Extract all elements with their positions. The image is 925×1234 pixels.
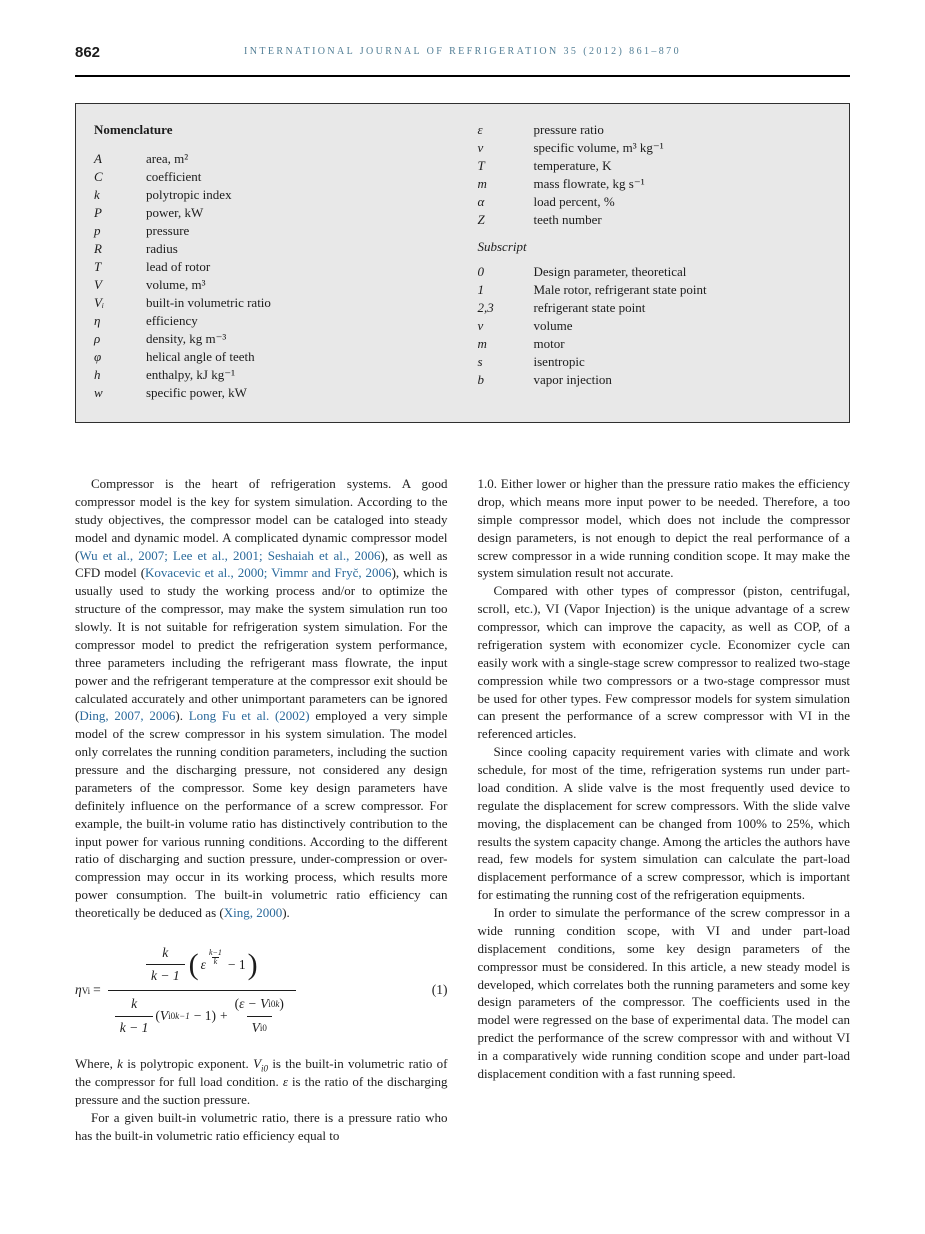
text-segment: i0 xyxy=(261,1063,269,1074)
text-segment: is polytropic exponent. xyxy=(122,1056,254,1072)
equation-1 xyxy=(75,940,448,1041)
nom-definition: radius xyxy=(146,241,178,256)
nomenclature-left-column xyxy=(94,121,448,402)
nom-symbol: φ xyxy=(94,349,102,364)
nom-definition: Male rotor, refrigerant state point xyxy=(533,282,707,297)
paragraph xyxy=(75,475,448,922)
nomenclature-entry xyxy=(478,121,832,139)
citation-link[interactable]: Ding, 2007, 2006 xyxy=(79,708,176,724)
paragraph xyxy=(478,743,851,904)
paragraph xyxy=(478,904,851,1083)
nom-definition: temperature, K xyxy=(533,158,612,173)
paragraph xyxy=(478,475,851,582)
paragraph xyxy=(478,582,851,743)
nom-definition: load percent, % xyxy=(533,194,615,209)
text-segment: For a given built-in volumetric ratio, there is a pressure ratio who has the built-in volumetric ratio efficiency equal to xyxy=(75,1109,448,1143)
nomenclature-entry xyxy=(478,281,832,299)
article-body xyxy=(75,475,850,1145)
text-segment: 1.0. Either lower or higher than the pressure ratio makes the efficiency drop, which means more input power to be needed. Therefore, a too simple compressor model, which does not include the compressor design parameters, is not enough to depict the real performance of a screw compressor in a wide running condition scope. It may make the system simulation result not accurate. xyxy=(477,476,850,581)
text-segment: ε xyxy=(282,1074,288,1089)
nom-symbol: 2,3 xyxy=(477,300,494,315)
text-segment: ). xyxy=(282,905,290,920)
text-segment: is the ratio of the discharging pressure and the suction pressure. xyxy=(75,1074,448,1107)
nom-symbol: α xyxy=(477,194,485,209)
nom-symbol: m xyxy=(477,176,487,191)
text-segment: Since cooling capacity requirement varies with climate and work schedule, for most of the time, refrigeration systems run under part-load condition. A slide valve is the most frequently used device to regulate the displacement for screw compressors. With the slide valve moving, the displacement can be changed from 100% to 25%, which results the system capacity change. Among the articles the authors have read, few models for system simulation can calculate the part-load displacement performance of a screw compressor, which is important for estimating the running cost of the refrigeration equipments. xyxy=(477,744,850,903)
text-segment: V xyxy=(253,1056,262,1072)
nomenclature-entry xyxy=(478,211,832,229)
nom-symbol: η xyxy=(94,313,101,328)
nom-definition: pressure xyxy=(146,223,190,238)
text-segment: is the built-in volumetric ratio of the compressor for full load condition. xyxy=(75,1056,448,1089)
journal-title: INTERNATIONAL JOURNAL OF REFRIGERATION 35 (2012) 861–870 xyxy=(244,46,681,57)
nom-symbol: R xyxy=(94,241,102,256)
nomenclature-entry xyxy=(478,317,832,335)
nom-symbol: k xyxy=(94,187,100,202)
nom-definition: volume xyxy=(533,318,573,333)
nomenclature-entry xyxy=(94,348,448,366)
nomenclature-entry xyxy=(478,157,832,175)
page-number: 862 xyxy=(75,44,101,61)
nom-symbol: p xyxy=(94,223,101,238)
nom-definition: specific volume, m³ kg⁻¹ xyxy=(533,140,664,155)
nomenclature-entry xyxy=(94,186,448,204)
text-segment: Compressor is the heart of refrigeration systems. A good compressor model is the key for system simulation. According to the study objectives, the compressor model can be cataloged into steady model and dynamic model. A complicated dynamic compressor model ( xyxy=(75,476,448,563)
nom-definition: polytropic index xyxy=(146,187,232,202)
nomenclature-entry xyxy=(94,294,448,312)
nomenclature-entry xyxy=(478,353,832,371)
equation-main-fraction: $\frac{k}{k - 1}$ ( ε $\frac{k-1}{k}$ − 1 ) $\frac{k}{k - 1}$ ( V i0 k−1 − 1 ) + ( ε − V i0 k ) V i0 xyxy=(108,940,296,1041)
nom-symbol: v xyxy=(477,318,484,333)
nomenclature-entry xyxy=(94,168,448,186)
nom-symbol: Vᵢ xyxy=(94,295,104,310)
nom-definition: power, kW xyxy=(146,205,204,220)
nom-definition: enthalpy, kJ kg⁻¹ xyxy=(146,367,235,382)
nomenclature-entry xyxy=(94,276,448,294)
nomenclature-title: Nomenclature xyxy=(94,122,173,137)
nomenclature-entry xyxy=(94,384,448,402)
nomenclature-right-column xyxy=(478,121,832,402)
subscript-heading: Subscript xyxy=(477,239,527,254)
nom-symbol: w xyxy=(94,385,103,400)
nom-symbol: T xyxy=(477,158,485,173)
nom-definition: mass flowrate, kg s⁻¹ xyxy=(533,176,645,191)
nomenclature-entry xyxy=(94,204,448,222)
nom-definition: refrigerant state point xyxy=(533,300,646,315)
nomenclature-entry xyxy=(94,150,448,168)
nom-symbol: ρ xyxy=(94,331,101,346)
nom-symbol: Z xyxy=(477,212,485,227)
text-segment: ), which is usually used to study the working process and/or to optimize the structure of the compressor, may make the system simulation run too slowly. It is not suitable for refrigeration system simulation. For the compressor model to predict the refrigeration system performance, three parameters including the refrigerant mass flowrate, the input power and the refrigerant temperature at the compressor exit should be calculated accurately and other unimportant parameters can be ignored ( xyxy=(75,565,448,724)
text-segment: ). xyxy=(175,708,189,724)
nom-symbol: s xyxy=(477,354,483,369)
text-segment: ), as well as CFD model ( xyxy=(75,547,448,581)
nom-definition: built-in volumetric ratio xyxy=(146,295,271,310)
paragraph xyxy=(75,1109,448,1145)
nom-definition: volume, m³ xyxy=(146,277,206,292)
nomenclature-entry xyxy=(478,175,832,193)
nom-symbol: m xyxy=(477,336,487,351)
nom-symbol: 1 xyxy=(477,282,484,297)
citation-link[interactable]: Kovacevic et al., 2000; Vimmr and Fryč, 2006 xyxy=(145,565,392,581)
text-segment: In order to simulate the performance of the screw compressor in a wide running condition scope, with VI and under part-load displacement conditions, some key design parameters of the compressor must be considered. In this article, a new steady model is developed, which correlates both the running parameters and some key design parameters of the compressor. The coefficients used in the model were regressed on the base of experimental data. The model can predict the performance of the screw compressor with and without VI in a comparatively wide running condition scope and under part-load displacement condition with a fast running speed. xyxy=(477,905,850,1081)
nom-definition: Design parameter, theoretical xyxy=(533,264,687,279)
citation-link[interactable]: Wu et al., 2007; Lee et al., 2001; Seshaiah et al., 2006 xyxy=(79,547,381,563)
nomenclature-entry xyxy=(478,299,832,317)
nom-symbol: v xyxy=(477,140,484,155)
text-segment: Compared with other types of compressor (piston, centrifugal, scroll, etc.), VI (Vapor Injection) is the unique advantage of a screw compressor, which can improve the capacity, as well as COP, of a refrigeration system with economizer cycle. Economizer cycle can easily work with a single-stage screw compressor to realized two-stage compression while two compressors or a two-stage compressor must be used for other types. Few compressor models for system simulation can present the performance of a screw compressor with VI in the referenced articles. xyxy=(477,583,850,742)
nom-definition: vapor injection xyxy=(533,372,612,387)
page-header xyxy=(75,0,850,77)
nom-definition: isentropic xyxy=(533,354,585,369)
nomenclature-entry xyxy=(478,371,832,389)
nomenclature-entry xyxy=(478,139,832,157)
nom-definition: coefficient xyxy=(146,169,202,184)
nomenclature-entry xyxy=(478,193,832,211)
nom-definition: efficiency xyxy=(146,313,198,328)
nom-symbol: b xyxy=(477,372,484,387)
nomenclature-box xyxy=(75,103,850,423)
nom-definition: motor xyxy=(533,336,565,351)
citation-link[interactable]: Xing, 2000 xyxy=(223,905,283,920)
text-segment: Where, xyxy=(75,1056,118,1072)
nom-symbol: V xyxy=(94,277,102,292)
text-segment: employed a very simple model of the screw compressor in his system simulation. The model only correlates the running condition parameters, including the suction pressure and the discharging pressure, not considered any design parameters of the compressor. Some key design parameters have definitely influence on the performance of a screw compressor. For example, the built-in volume ratio has distinctively contribution to the input power for various running conditions. According to the different ratio of discharging and suction pressure, under-compression or over-compression may occur in its working process, which results more power consumption. The built-in volumetric ratio efficiency can theoretically be deduced as ( xyxy=(75,708,448,920)
nom-symbol: T xyxy=(94,259,102,274)
nom-symbol: h xyxy=(94,367,101,382)
nom-definition: specific power, kW xyxy=(146,385,247,400)
nom-definition: density, kg m⁻³ xyxy=(146,331,227,346)
nom-definition: lead of rotor xyxy=(146,259,211,274)
nomenclature-entry xyxy=(94,330,448,348)
nomenclature-entry xyxy=(94,222,448,240)
nomenclature-entry xyxy=(478,335,832,353)
nomenclature-entry xyxy=(94,312,448,330)
nom-definition: pressure ratio xyxy=(533,122,604,137)
left-column xyxy=(75,475,448,1145)
nomenclature-entry xyxy=(94,258,448,276)
nom-symbol: ε xyxy=(477,122,483,137)
nomenclature-entry xyxy=(478,263,832,281)
text-segment: k xyxy=(117,1056,123,1072)
citation-link[interactable]: Long Fu et al. (2002) xyxy=(188,708,310,724)
nom-definition: area, m² xyxy=(146,151,189,166)
equation-lhs: η Vi = xyxy=(75,982,101,998)
right-column xyxy=(478,475,851,1145)
equation-number: (1) xyxy=(431,982,448,998)
paragraph xyxy=(75,1055,448,1109)
nom-symbol: P xyxy=(94,205,102,220)
nom-definition: teeth number xyxy=(533,212,602,227)
nomenclature-entry xyxy=(94,366,448,384)
nomenclature-entry xyxy=(94,240,448,258)
nom-symbol: A xyxy=(94,151,102,166)
nom-definition: helical angle of teeth xyxy=(146,349,255,364)
nom-symbol: C xyxy=(94,169,103,184)
nom-symbol: 0 xyxy=(477,264,484,279)
